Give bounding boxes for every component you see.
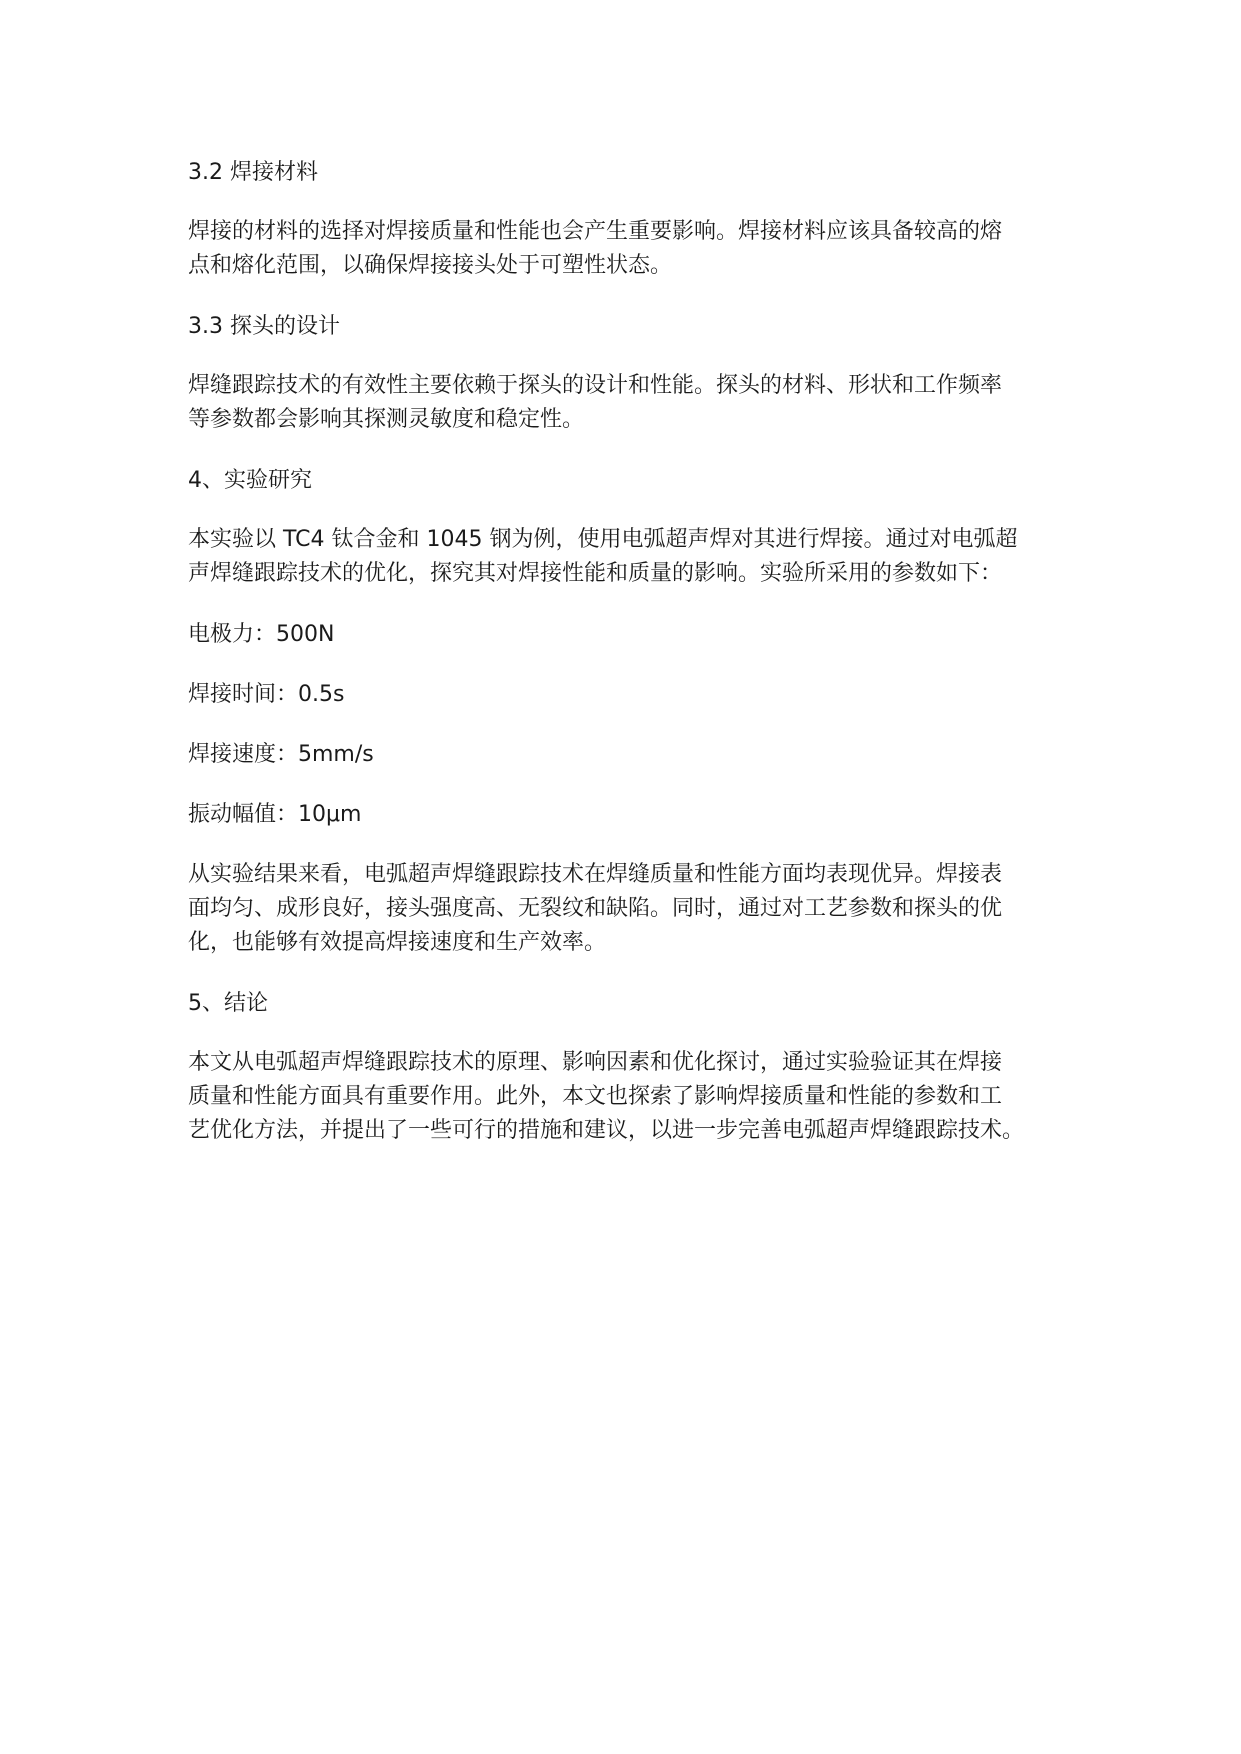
paragraph-experiment-intro: 本实验以 TC4 钛合金和 1045 钢为例，使用电弧超声焊对其进行焊接。通过对电弧超 声焊缝跟踪技术的优化，探究其对焊接性能和质量的影响。实验所采用的参数如下： <box>188 527 1018 586</box>
param-electrode-force: 电极力：500N <box>188 622 335 647</box>
param-welding-speed: 焊接速度：5mm/s <box>188 742 374 767</box>
section-heading-4: 4、实验研究 <box>188 468 312 493</box>
paragraph-welding-materials: 焊接的材料的选择对焊接质量和性能也会产生重要影响。焊接材料应该具备较高的熔 点和熔化范围，以确保焊接接头处于可塑性状态。 <box>188 219 1003 278</box>
paragraph-conclusion: 本文从电弧超声焊缝跟踪技术的原理、影响因素和优化探讨，通过实验验证其在焊接 质量和性能方面具有重要作用。此外，本文也探索了影响焊接质量和性能的参数和工 艺优化方法，并提出了一些可行的措施和建议，以进一步完善电弧超声焊缝跟踪技术。 <box>188 1050 1025 1143</box>
section-heading-3-2: 3.2 焊接材料 <box>188 160 318 185</box>
paragraph-probe-design: 焊缝跟踪技术的有效性主要依赖于探头的设计和性能。探头的材料、形状和工作频率 等参数都会影响其探测灵敏度和稳定性。 <box>188 373 1003 432</box>
param-vibration-amplitude: 振动幅值：10μm <box>188 802 362 827</box>
section-heading-3-3: 3.3 探头的设计 <box>188 314 340 339</box>
section-heading-5: 5、结论 <box>188 991 268 1016</box>
paragraph-experiment-results: 从实验结果来看，电弧超声焊缝跟踪技术在焊缝质量和性能方面均表现优异。焊接表 面均匀、成形良好，接头强度高、无裂纹和缺陷。同时，通过对工艺参数和探头的优 化，也能够有效提高焊接速度和生产效率。 <box>188 862 1003 955</box>
param-welding-time: 焊接时间：0.5s <box>188 682 345 707</box>
document-body <box>188 156 1088 1175</box>
